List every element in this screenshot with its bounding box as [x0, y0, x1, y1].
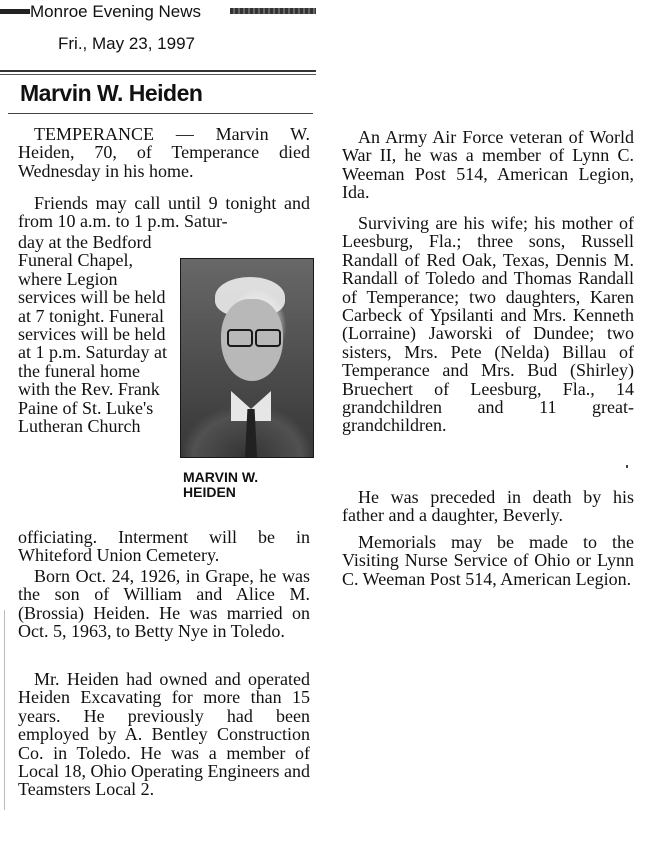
paragraph-career: Mr. Heiden had owned and operated Heiden Excavating for more than 15 years. He previously had been employed by A. Bentley Construction Co. in Toledo. He was a member of Local 18, Ohio Operating Engineers and Teamsters Local 2.: [18, 669, 310, 800]
glasses-left-lens: [227, 329, 253, 347]
paragraph-visitation-start: Friends may call until 9 tonight and from 10 a.m. to 1 p.m. Satur-: [18, 193, 310, 232]
headline-underline: [8, 113, 313, 114]
masthead-rule-left: [0, 9, 30, 14]
caption-line-1: MARVIN W.: [183, 469, 259, 485]
paragraph-birth: Born Oct. 24, 1926, in Grape, he was the son of William and Alice M. (Brossia) Heiden. He was married on Oct. 5, 1963, to Betty Nye in Toledo.: [18, 566, 310, 642]
publication-date: Fri., May 23, 1997: [58, 34, 196, 53]
clipping-edge: [4, 610, 5, 810]
paragraph-opening: TEMPERANCE — Marvin W. Heiden, 70, of Temperance died Wednesday in his home.: [18, 124, 310, 181]
masthead-rule-right: [230, 8, 316, 14]
print-speck: [626, 465, 628, 468]
paragraph-visitation-wrap: day at the Bedford Funeral Chapel, where Legion services will be held at 7 tonight. Funeral services will be held at 1 p.m. Saturday at the funeral home with the Rev. Frank Paine of St. Luke's Lutheran Church: [18, 232, 167, 437]
paragraph-preceded: He was preceded in death by his father and a daughter, Beverly.: [342, 487, 634, 526]
portrait-photo: [180, 258, 314, 458]
divider-rule-thin: [0, 74, 316, 75]
paragraph-visitation-end: officiating. Interment will be in Whiteford Union Cemetery.: [18, 527, 310, 566]
paragraph-military: An Army Air Force veteran of World War II, he was a member of Lynn C. Weeman Post 514, American Legion, Ida.: [342, 127, 634, 203]
newspaper-name: Monroe Evening News: [30, 2, 202, 21]
paragraph-survivors: Surviving are his wife; his mother of Leesburg, Fla.; three sons, Russell Randall of Red Oak, Texas, Dennis M. Randall of Toledo and Thomas Randall of Temperance; two daughters, Karen Carbeck of Ypsilanti and Mrs. Kenneth (Lorraine) Jaworski of Dundee; two sisters, Mrs. Pete (Nelda) Billau of Temperance and Mrs. Bud (Shirley) Bruechert of Leesburg, Fla., 14 grandchildren and 11 great-grandchildren.: [342, 213, 634, 436]
glasses-right-lens: [255, 329, 281, 347]
caption-line-2: HEIDEN: [183, 484, 236, 500]
paragraph-memorials: Memorials may be made to the Visiting Nurse Service of Ohio or Lynn C. Weeman Post 514, American Legion.: [342, 532, 634, 589]
divider-rule: [0, 70, 316, 72]
photo-caption: [183, 470, 303, 500]
obituary-headline: Marvin W. Heiden: [20, 80, 203, 106]
